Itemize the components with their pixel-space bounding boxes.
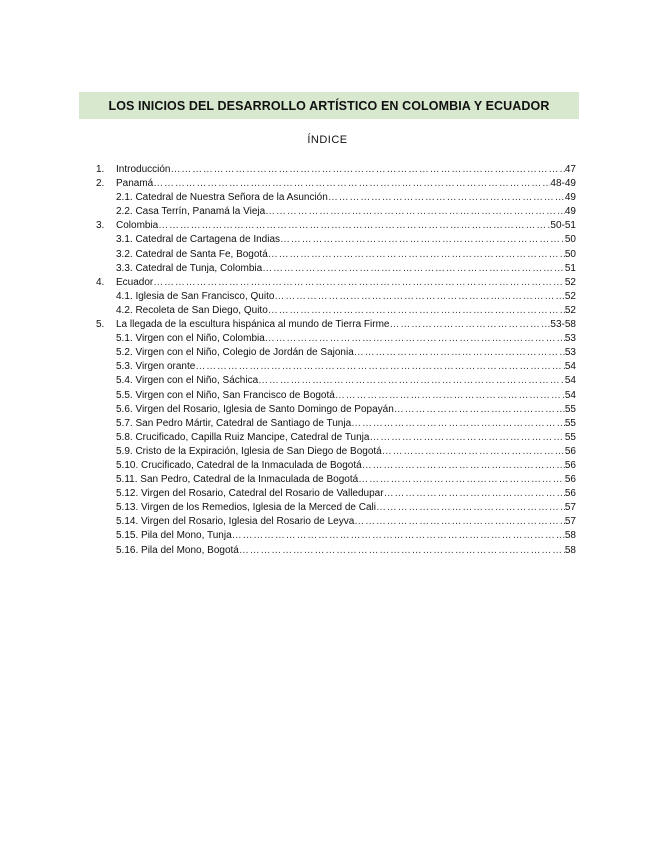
toc-entry[interactable] xyxy=(96,219,576,233)
toc-entry-title: 2.1. Catedral de Nuestra Señora de la Asunción xyxy=(116,192,328,204)
toc-leader xyxy=(369,431,564,445)
toc-entry[interactable] xyxy=(96,318,576,332)
toc-subentry[interactable] xyxy=(96,346,576,360)
toc-subentry[interactable] xyxy=(96,389,576,403)
toc-entry-title: 2.2. Casa Terrín, Panamá la Vieja xyxy=(116,206,266,218)
toc-subentry[interactable] xyxy=(96,431,576,445)
toc-leader xyxy=(265,205,565,219)
toc-leader xyxy=(390,318,551,332)
toc-leader xyxy=(195,360,565,374)
toc-subentry[interactable] xyxy=(96,417,576,431)
toc-leader xyxy=(354,346,565,360)
toc-subentry[interactable] xyxy=(96,205,576,219)
toc-entry-title: 5.7. San Pedro Mártir, Catedral de Santiago de Tunja xyxy=(116,417,352,429)
toc-leader xyxy=(153,177,550,191)
toc-entry-title: Colombia xyxy=(116,220,159,232)
document-title-band xyxy=(79,92,579,119)
toc-entry-page: 53 xyxy=(564,333,576,345)
toc-entry-page: 48-49 xyxy=(550,178,576,190)
toc-entry-title: 5.1. Virgen con el Niño, Colombia xyxy=(116,333,265,345)
toc-entry-title: 4.1. Iglesia de San Francisco, Quito xyxy=(116,290,275,302)
toc-leader xyxy=(232,529,565,543)
toc-subentry[interactable] xyxy=(96,544,576,558)
toc-leader xyxy=(268,304,565,318)
toc-subentry[interactable] xyxy=(96,445,576,459)
toc-entry-page: 52 xyxy=(564,290,576,302)
toc-leader xyxy=(158,219,550,233)
toc-leader xyxy=(274,290,564,304)
toc-entry-title: 5.12. Virgen del Rosario, Catedral del Rosario de Valledupar xyxy=(116,488,384,500)
toc-entry-page: 54 xyxy=(564,389,576,401)
table-of-contents xyxy=(96,163,576,558)
toc-leader xyxy=(265,332,565,346)
toc-entry-number: 1. xyxy=(96,164,105,175)
toc-leader xyxy=(268,248,565,262)
toc-entry-title: Panamá xyxy=(116,178,154,190)
toc-entry-page: 49 xyxy=(564,192,576,204)
toc-subentry[interactable] xyxy=(96,290,576,304)
toc-entry-title: 4.2. Recoleta de San Diego, Quito xyxy=(116,304,268,316)
toc-entry-title: 5.6. Virgen del Rosario, Iglesia de Santo Domingo de Popayán xyxy=(116,403,394,415)
toc-entry-number: 4. xyxy=(96,276,105,288)
toc-leader xyxy=(153,276,565,290)
toc-leader xyxy=(239,544,565,558)
toc-entry-page: 57 xyxy=(564,516,576,528)
toc-entry-page: 50-51 xyxy=(550,220,576,232)
toc-entry-title: 3.1. Catedral de Cartagena de Indias xyxy=(116,234,280,246)
toc-entry-title: 5.8. Crucificado, Capilla Ruiz Mancipe, Catedral de Tunja xyxy=(116,431,370,443)
toc-entry-title: 3.3. Catedral de Tunja, Colombia xyxy=(116,262,263,274)
toc-entry-page: 49 xyxy=(564,206,576,218)
toc-leader xyxy=(170,163,564,177)
toc-leader xyxy=(335,389,565,403)
toc-subentry[interactable] xyxy=(96,473,576,487)
toc-entry-page: 54 xyxy=(564,375,576,387)
toc-entry-title: 5.4. Virgen con el Niño, Sáchica xyxy=(116,375,259,387)
toc-entry-title: 5.3. Virgen orante xyxy=(116,361,196,373)
toc-entry-page: 56 xyxy=(564,488,576,500)
toc-entry-page: 53 xyxy=(564,347,576,359)
toc-leader xyxy=(358,473,565,487)
toc-entry-title: 5.9. Cristo de la Expiración, Iglesia de San Diego de Bogotá xyxy=(116,445,382,457)
toc-leader xyxy=(394,403,565,417)
toc-entry-page: 55 xyxy=(564,431,576,443)
toc-subentry[interactable] xyxy=(96,360,576,374)
toc-entry-title: Introducción xyxy=(116,164,171,175)
toc-leader xyxy=(354,515,565,529)
toc-leader xyxy=(328,191,565,205)
toc-entry-title: 5.14. Virgen del Rosario, Iglesia del Rosario de Leyva xyxy=(116,516,355,528)
toc-subentry[interactable] xyxy=(96,248,576,262)
toc-subentry[interactable] xyxy=(96,501,576,515)
toc-leader xyxy=(376,501,565,515)
toc-entry-page: 51 xyxy=(564,262,576,274)
document-title: LOS INICIOS DEL DESARROLLO ARTÍSTICO EN COLOMBIA Y ECUADOR xyxy=(108,98,550,113)
toc-subentry[interactable] xyxy=(96,374,576,388)
toc-subentry[interactable] xyxy=(96,515,576,529)
toc-subentry[interactable] xyxy=(96,332,576,346)
toc-entry-page: 56 xyxy=(564,445,576,457)
toc-entry-title: Ecuador xyxy=(116,276,154,288)
toc-subentry[interactable] xyxy=(96,459,576,473)
toc-entry-title: La llegada de la escultura hispánica al mundo de Tierra Firme xyxy=(116,319,390,331)
toc-entry-page: 50 xyxy=(564,248,576,260)
toc-leader xyxy=(258,374,565,388)
toc-subentry[interactable] xyxy=(96,403,576,417)
toc-entry-page: 50 xyxy=(564,234,576,246)
toc-entry-page: 52 xyxy=(564,276,576,288)
toc-entry-number: 5. xyxy=(96,319,105,331)
toc-entry-title: 5.16. Pila del Mono, Bogotá xyxy=(116,544,239,556)
toc-subentry[interactable] xyxy=(96,233,576,247)
toc-entry-title: 5.5. Virgen con el Niño, San Francisco de Bogotá xyxy=(116,389,335,401)
toc-subentry[interactable] xyxy=(96,487,576,501)
toc-entry-title: 5.15. Pila del Mono, Tunja xyxy=(116,530,232,542)
toc-entry-page: 55 xyxy=(564,417,576,429)
toc-entry-title: 5.11. San Pedro, Catedral de la Inmaculada de Bogotá xyxy=(116,474,359,486)
toc-leader xyxy=(262,262,565,276)
toc-entry-title: 5.10. Crucificado, Catedral de la Inmaculada de Bogotá xyxy=(116,459,362,471)
toc-leader xyxy=(362,459,565,473)
toc-entry-page: 57 xyxy=(564,502,576,514)
toc-entry-page: 47 xyxy=(564,164,576,175)
toc-entry-page: 58 xyxy=(564,530,576,542)
toc-entry[interactable] xyxy=(96,163,576,177)
toc-entry-title: 5.13. Virgen de los Remedios, Iglesia de la Merced de Cali xyxy=(116,502,376,514)
toc-subentry[interactable] xyxy=(96,529,576,543)
toc-subentry[interactable] xyxy=(96,304,576,318)
toc-subentry[interactable] xyxy=(96,191,576,205)
index-heading: ÍNDICE xyxy=(307,134,348,146)
toc-entry-title: 5.2. Virgen con el Niño, Colegio de Jordán de Sajonia xyxy=(116,347,354,359)
toc-entry-page: 52 xyxy=(564,304,576,316)
toc-entry[interactable] xyxy=(96,276,576,290)
toc-leader xyxy=(280,233,565,247)
toc-leader xyxy=(384,487,565,501)
toc-leader xyxy=(351,417,565,431)
toc-entry-page: 58 xyxy=(564,544,576,556)
toc-entry-title: 3.2. Catedral de Santa Fe, Bogotá xyxy=(116,248,268,260)
toc-entry-page: 56 xyxy=(564,474,576,486)
toc-entry-number: 2. xyxy=(96,178,105,190)
toc-leader xyxy=(382,445,565,459)
toc-subentry[interactable] xyxy=(96,262,576,276)
toc-entry-page: 56 xyxy=(564,459,576,471)
toc-entry-page: 53-58 xyxy=(550,319,576,331)
toc-entry-page: 54 xyxy=(564,361,576,373)
toc-entry[interactable] xyxy=(96,177,576,191)
toc-entry-page: 55 xyxy=(564,403,576,415)
toc-entry-number: 3. xyxy=(96,220,105,232)
